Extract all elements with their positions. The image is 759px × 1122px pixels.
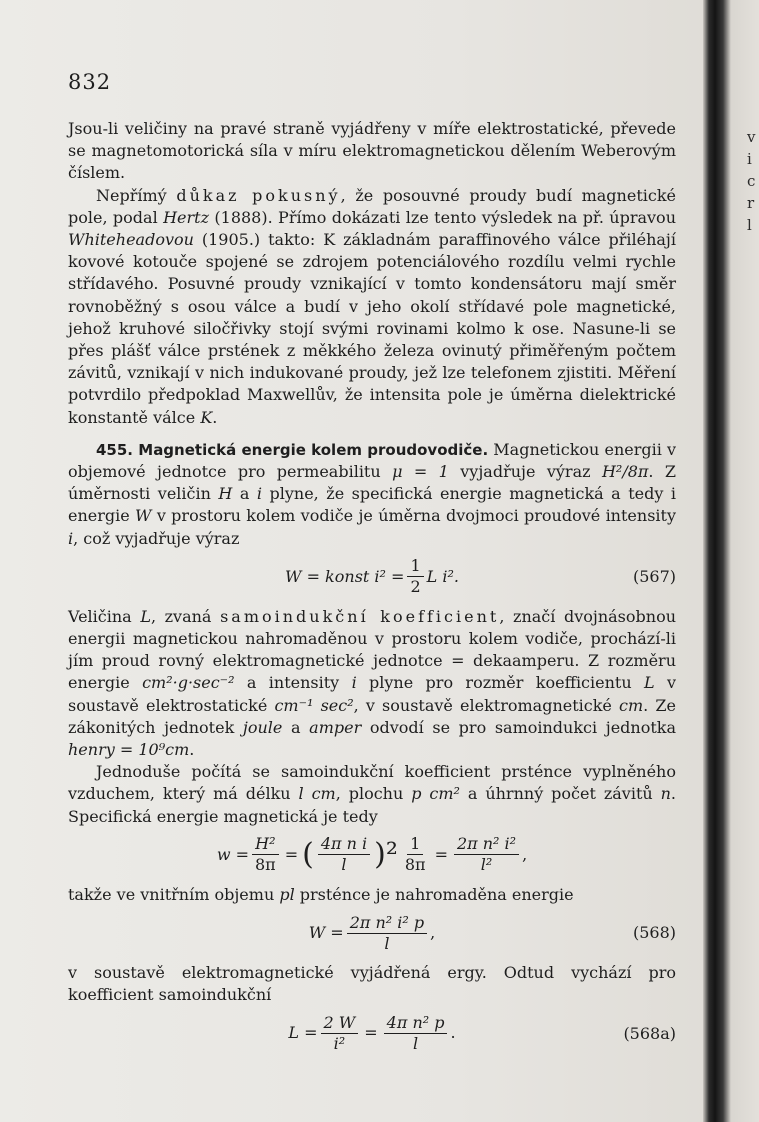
paragraph-5: takže ve vnitřním objemu pl prsténce je nahromaděna energie xyxy=(68,884,574,904)
section-heading: 455. Magnetická energie kolem proudovodiče. xyxy=(96,440,489,459)
section-455: 455. Magnetická energie kolem proudovodiče. Magnetickou energii v objemové jednotce pro permeabilitu μ = 1 vyjadřuje výraz H²/8π. Z úměrnosti veličin H a i plyne, že specifická energie magnetická a tedy i energie W v prostoru kolem vodiče je úměrna dvojmoci proudové intensity i, což vyjadřuje výraz xyxy=(68,439,677,548)
edge-letter: v xyxy=(747,128,756,146)
paragraph-4: Jednoduše počítá se samoindukční koefficient prsténce vyplněného vzduchem, který má délku l cm, plochu p cm² a úhrnný počet závitů n. Specifická energie magnetická je tedy xyxy=(68,762,677,826)
edge-letter: r xyxy=(747,194,755,212)
edge-letter: i xyxy=(747,150,752,168)
book-spine-edge xyxy=(703,0,759,1122)
paragraph-1: Jsou-li veličiny na pravé straně vyjádřeny v míře elektrostatické, převede se magnetomotorická síla v míru elektromagnetickou dělením Weberovým číslem. xyxy=(68,119,676,183)
paragraph-3: Veličina L, zvaná samoindukční koefficient, značí dvojnásobnou energii magnetickou nahromaděnou v prostoru kolem vodiče, prochází-li jím proud rovný elektromagnetické jednotce = dekaamperu. Z rozměru energie cm²·g·sec⁻² a intensity i plyne pro rozměr koefficientu L v soustavě elektrostatické cm⁻¹ sec², v soustavě elektromagnetické cm. Ze zákonitých jednotek joule a amper odvodí se pro samoindukci jednotka henry = 10⁹cm. xyxy=(68,606,677,760)
page-number: 832 xyxy=(68,70,112,94)
equation-label: (567) xyxy=(632,566,676,586)
equation-568: W = $\frac{\text{2π n² i² p}}{l}$ , (568) xyxy=(308,912,676,953)
body-text xyxy=(68,118,676,1063)
equation-568a: L = $\frac{2 W}{\text{i²}}$ = $\frac{\text{4π n² p}}{l}$ . (568a) xyxy=(288,1013,676,1053)
paragraph-6: v soustavě elektromagnetické vyjádřená ergy. Odtud vychází pro koefficient samoindukční xyxy=(68,963,676,1005)
equation-energy-density: w = $\frac{\text{H²}}{8\pi}$ = ( $\frac{\text{4π n i}}{l}$ )² $\frac{1}{8\pi}$ = $\frac{\text{2π n² i²}}{\text{l²}}$ , xyxy=(216,834,528,875)
equation-label: (568) xyxy=(632,922,676,942)
equation-label: (568a) xyxy=(623,1023,676,1043)
edge-letter: l xyxy=(747,216,752,234)
equation-567: W = konst i² = $\frac{1}{2}$ L i². (567) xyxy=(285,556,676,597)
paragraph-2: Nepřímý důkaz pokusný, že posouvné proudy budí magnetické pole, podal Hertz (1888). Přímo dokázati lze tento výsledek na př. úpravou Whiteheadovou (1905.) takto: K základnám paraffinového válce přiléhají kovové kotouče spojené se zdrojem potenciálového rozdílu velmi rychle střídavého. Posuvné proudy vznikající v tomto kondensátoru mají směr rovnoběžný s osou válce a budí v jeho okolí střídavé pole magnetické, jehož kruhové siločřivky stojí svými rovinami kolmo k ose. Nasune-li se přes plášť válce prstének z měkkého železa ovinutý přiměřeným počtem závitů, vznikají v nich indukované proudy, jež lze telefonem zjistiti. Měření potvrdilo předpoklad Maxwellův, že intensita pole je úměrna dielektrické konstantě válce K. xyxy=(68,185,676,427)
edge-letter: c xyxy=(747,172,756,190)
